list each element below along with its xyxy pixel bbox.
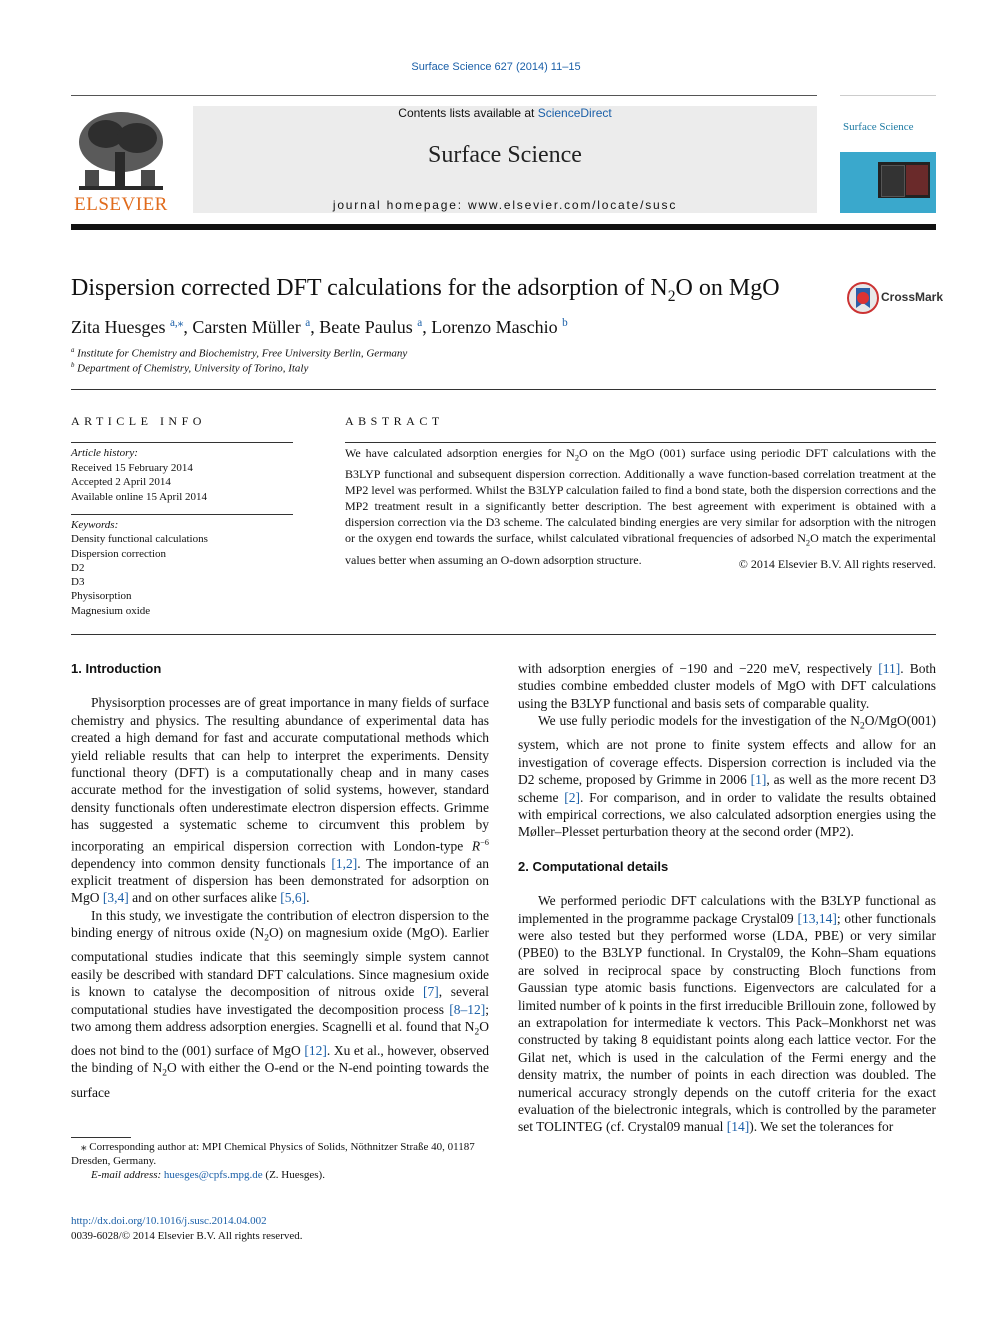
reference-link[interactable]: [1] (750, 772, 767, 788)
header-top-rule (71, 95, 817, 96)
article-history (71, 446, 293, 504)
author-affiliation-mark[interactable]: a,⁎ (169, 317, 184, 329)
history-item: Received 15 February 2014 (71, 461, 193, 474)
keyword: Physisorption (71, 590, 132, 603)
affiliation-b: $^b$ Department of Chemistry, University of Torino, Italy (71, 362, 309, 375)
author-affiliation-mark[interactable]: a (417, 317, 423, 329)
author-name[interactable]: Carsten Müller (192, 317, 301, 337)
journal-homepage[interactable]: journal homepage: www.elsevier.com/locate/susc (332, 198, 678, 212)
cover-image-panel-icon (881, 165, 905, 197)
author-affiliation-mark[interactable]: b (562, 317, 568, 329)
reference-link[interactable]: [2] (564, 789, 580, 805)
reference-link[interactable]: [13,14] (797, 910, 837, 926)
reference-link[interactable]: [8–12] (449, 1001, 486, 1017)
keyword: Magnesium oxide (71, 604, 151, 617)
footnote-rule (71, 1137, 131, 1138)
header-divider (71, 224, 936, 230)
section-divider (71, 389, 936, 390)
keywords-label: Keywords: (71, 519, 119, 531)
paragraph: In this study, we investigate the contribution of electron dispersion to the binding energy of nitrous oxide $(N_2O)$ on magnesium oxide (MgO). Earlier computational studies indicate that this seemingly simple system cannot easily be described with standard DFT calculations. Since magnesium oxide is known to catalyse the decomposition of nitrous oxide [7], several computational studies have investigated the decomposition process [8–12]; two among them address adsorption energies. Scagnelli et al. found that $N_2O$ does not bind to the (001) surface of MgO [12]. Xu et al., however, observed the binding of $N_2O$ with either the O-end or the N-end pointing towards the surface (71, 907, 490, 1100)
keyword: Density functional calculations (71, 533, 208, 546)
article-info-heading: ARTICLE INFO (71, 414, 206, 428)
email-label: E-mail address: (91, 1169, 162, 1181)
corresponding-author-note: Corresponding author at: MPI Chemical Physics of Solids, Nöthnitzer Straße 40, 01187 Dresden, Germany. (71, 1141, 475, 1167)
elsevier-wordmark: ELSEVIER (74, 194, 168, 215)
history-label: Article history: (71, 447, 138, 459)
crossmark-label[interactable]: CrossMark (881, 290, 944, 304)
keyword: D3 (71, 576, 85, 589)
reference-link[interactable]: [7] (423, 984, 439, 1000)
contents-prefix: Contents lists available at (398, 106, 538, 120)
issn-copyright: 0039-6028/© 2014 Elsevier B.V. All rights reserved. (71, 1230, 303, 1242)
keyword: Dispersion correction (71, 547, 166, 560)
paragraph: We performed periodic DFT calculations with the B3LYP functional as implemented in the programme package Crystal09 [13,14]; other functionals were also tested but they performed worse (LDA, PBE) or very similar (PBE0) to the B3LYP functional. In Crystal09, the Kohn–Sham equations are solved in reciprocal space by constructing Bloch functions from Gaussian type atomic basis functions. Eigenvectors are calculated for a limited number of k points in the first irreducible Brillouin zone, followed by an extrapolation for intermediate k vectors. This Pack–Monkhorst net was constructed by taking 8 equidistant points along each lattice vector. For the Gilat net, which is used in the calculation of the Fermi energy and the density matrix, the number of points in each direction was doubled. The numerical accuracy strongly depends on the cutoff criteria for the exact evaluation of the bielectronic integrals, which is controlled by the parameter set TOLINTEG (cf. Crystal09 manual [14]). We set the tolerances for (518, 893, 936, 1135)
author-name[interactable]: Lorenzo Maschio (431, 317, 558, 337)
citation-link[interactable]: Surface Science 627 (2014) 11–15 (411, 61, 581, 73)
abstract-rule (345, 442, 936, 443)
reference-link[interactable]: [12] (304, 1043, 327, 1058)
keyword: D2 (71, 561, 85, 574)
body-column-left (71, 660, 489, 1101)
author-name[interactable]: Zita Huesges (71, 317, 166, 337)
email-link[interactable]: huesges@cpfs.mpg.de (163, 1169, 263, 1181)
affiliation-a: $^a$ Institute for Chemistry and Biochemistry, Free University Berlin, Germany (71, 347, 408, 360)
doi-link[interactable]: http://dx.doi.org/10.1016/j.susc.2014.04.002 (71, 1215, 267, 1227)
reference-link[interactable]: [5,6] (280, 890, 307, 906)
paragraph: Physisorption processes are of great importance in many fields of surface chemistry and physics. The resulting abundance of experimental data has created a high demand for fast and accurate computational methods which yield reliable results that can help to interpret the experiments. Density functional theory (DFT) is a computationally cheap and in many cases accurate method for the investigation of solid systems, however, standard density functionals often underestimate electron dispersion effects. Grimme has suggested a systematic scheme to circumvent this problem by incorporating an empirical dispersion correction with London-type $R^{-6}$ dependency into common density functionals [1,2]. The importance of an explicit treatment of dispersion has been demonstrated for adsorption on MgO [3,4] and on other surfaces alike [5,6]. (71, 695, 489, 906)
article-info-rule (71, 442, 293, 443)
section-heading-introduction: 1. Introduction (71, 661, 162, 676)
article-title: Dispersion corrected DFT calculations for the adsorption of $N_2O$ on MgO (71, 275, 780, 305)
author-affiliation-mark[interactable]: a (305, 317, 311, 329)
keywords-rule (71, 514, 293, 515)
reference-link[interactable]: [3,4] (102, 890, 129, 906)
cover-image-panel-icon (906, 165, 928, 195)
footnote: ⁎ Corresponding author at: MPI Chemical Physics of Solids, Nöthnitzer Straße 40, 01187 Dresden, Germany. E-mail address: huesges@cpfs.mpg.de (Z. Huesges). (71, 1141, 475, 1181)
journal-name: Surface Science (428, 142, 582, 168)
paragraph: with adsorption energies of −190 and −220 meV, respectively [11]. Both studies combine embedded cluster models of MgO with DFT calculations using the B3LYP functional and basis sets of comparable quality. (518, 661, 936, 711)
abstract-heading: ABSTRACT (345, 414, 444, 428)
section-divider (71, 634, 936, 635)
section-heading-computational-details: 2. Computational details (518, 858, 669, 874)
contents-line (193, 106, 817, 120)
author-list: Zita Huesges $^{a,⁎}$, Carsten Müller $^a$, Beate Paulus $^a$, Lorenzo Maschio $^b$ (71, 317, 568, 337)
paragraph: We use fully periodic models for the investigation of the $N_2O/MgO(001)$ system, which are not prone to finite system effects and allow for an investigation of coverage effects. Dispersion correction is included via the D2 scheme, proposed by Grimme in 2006 [1], as well as the more recent D3 scheme [2]. For comparison, and in order to validate the results obtained with empirical corrections, we also calculated adsorption energies using the Møller–Plesset perturbation theory at the second order (MP2). (518, 713, 937, 840)
abstract-copyright: © 2014 Elsevier B.V. All rights reserved. (738, 557, 936, 571)
cover-title: Surface Science (843, 121, 914, 133)
abstract-text: We have calculated adsorption energies for $N_2O$ on the MgO (001) surface using periodic DFT calculations with the B3LYP functional and subsequent dispersion correction. Additionally a wave function-based correlation treatment at the MP2 level was performed. Whilst the B3LYP calculation failed to find a bond state, both the dispersion corrections and the MP2 treatment result in a significantly better description. The best agreement with experiment is obtained with a dispersion correction via the D3 scheme. The calculated binding energies are very similar for adsorption with the nitrogen or the oxygen end towards the surface, whilst calculated vibrational frequencies of adsorbed $N_2O$ match the experimental values better when assuming an O-down adsorption structure. (345, 446, 936, 567)
reference-link[interactable]: [1,2] (331, 855, 358, 871)
reference-link[interactable]: [14] (726, 1119, 750, 1135)
history-item: Available online 15 April 2014 (71, 490, 208, 503)
author-name[interactable]: Beate Paulus (319, 317, 413, 337)
body-column-right (518, 660, 936, 1136)
reference-link[interactable]: [11] (878, 661, 901, 676)
history-item: Accepted 2 April 2014 (71, 476, 171, 488)
keywords-list (71, 518, 293, 618)
sciencedirect-link[interactable]: ScienceDirect (537, 106, 612, 120)
